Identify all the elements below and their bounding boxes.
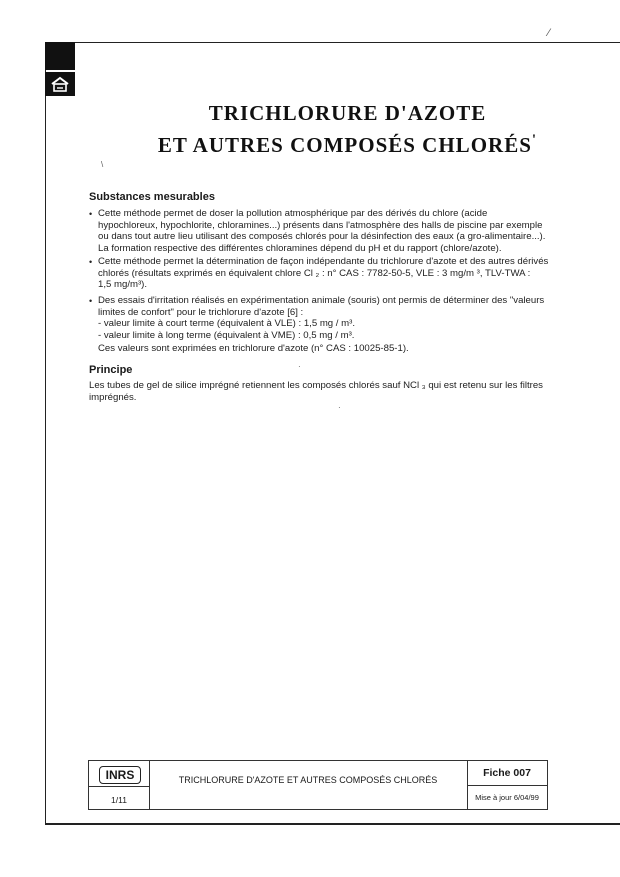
- section-heading-substances: Substances mesurables: [89, 191, 215, 203]
- principe-line2: imprégnés.: [89, 391, 137, 403]
- bullet2-line3: 1,5 mg/m³).: [98, 279, 148, 290]
- footer-right-cell: [467, 761, 547, 809]
- bullet1-line4: La formation respective des différentes chloramines dépend du pH et du rapport (chlore/azote).: [98, 242, 502, 254]
- bullet-dot: •: [89, 209, 93, 219]
- footer-divider: [467, 785, 547, 786]
- inrs-logo-icon: [45, 72, 75, 96]
- footer-title: TRICHLORURE D'AZOTE ET AUTRES COMPOSÉS CHLORÉS: [178, 775, 438, 785]
- title-mark: ': [531, 132, 538, 148]
- bullet3-line3: - valeur limite à court terme (équivalent à VLE) : 1,5 mg / m³.: [98, 318, 355, 329]
- bullet-dot: •: [89, 296, 93, 306]
- title-line-1: TRICHLORURE D'AZOTE: [208, 101, 487, 125]
- bullet1-line2: hypochloreux, hypochlorite, chloramines...) présents dans l'atmosphère des halls de piscine par exemple: [98, 219, 543, 231]
- update-date: Mise à jour 6/04/99: [475, 793, 539, 802]
- page-number: 1/11: [111, 795, 127, 805]
- corner-mark: ⁄: [548, 27, 550, 39]
- footer-left-cell: [89, 761, 150, 809]
- bullet3-line2: limites de confort" pour le trichlorure d'azote [6] :: [98, 306, 304, 318]
- bullet3-line4: - valeur limite à long terme (équivalent à VME) : 0,5 mg / m³.: [98, 329, 355, 341]
- fiche-number: Fiche 007: [483, 767, 531, 779]
- footer-center-cell: [149, 761, 468, 809]
- header-black-block: [45, 42, 75, 70]
- title-line-2: [75, 132, 620, 158]
- stray-mark: ·: [298, 362, 301, 371]
- stray-mark: ·: [338, 403, 341, 412]
- inrs-badge: INRS: [99, 766, 141, 784]
- section-heading-principe: Principe: [89, 364, 133, 376]
- principe-line1: Les tubes de gel de silice imprégné retiennent les composés chlorés sauf NCl ₃ qui est retenu sur les filtres: [89, 380, 543, 391]
- footer-divider: [89, 786, 149, 787]
- page-border: [45, 42, 620, 825]
- stray-mark: \: [101, 160, 104, 169]
- footer-box: [88, 760, 548, 810]
- title-line-2-text: ET AUTRES COMPOSÉS CHLORÉS: [157, 133, 532, 157]
- bullet3-line5: Ces valeurs sont exprimées en trichlorure d'azote (n° CAS : 10025-85-1).: [98, 343, 409, 354]
- bullet1-line3: ou dans tout autre lieu utilisant des composés chlorés pour la désinfection des eaux (a gro-alimentaire...).: [98, 231, 546, 242]
- bullet1-line1: Cette méthode permet de doser la pollution atmosphérique par des dérivés du chlore (acide: [98, 208, 488, 219]
- bullet2-line2: chlorés (résultats exprimés en équivalent chlore Cl ₂ : n° CAS : 7782-50-5, VLE : 3 mg/m ³, TLV-TWA :: [98, 267, 531, 279]
- bullet-dot: •: [89, 257, 93, 267]
- bullet2-line1: Cette méthode permet la détermination de façon indépendante du trichlorure d'azote et des autres dérivés: [98, 256, 549, 267]
- bullet3-line1: Des essais d'irritation réalisés en expérimentation animale (souris) ont permis de déterminer des "valeurs: [98, 295, 545, 306]
